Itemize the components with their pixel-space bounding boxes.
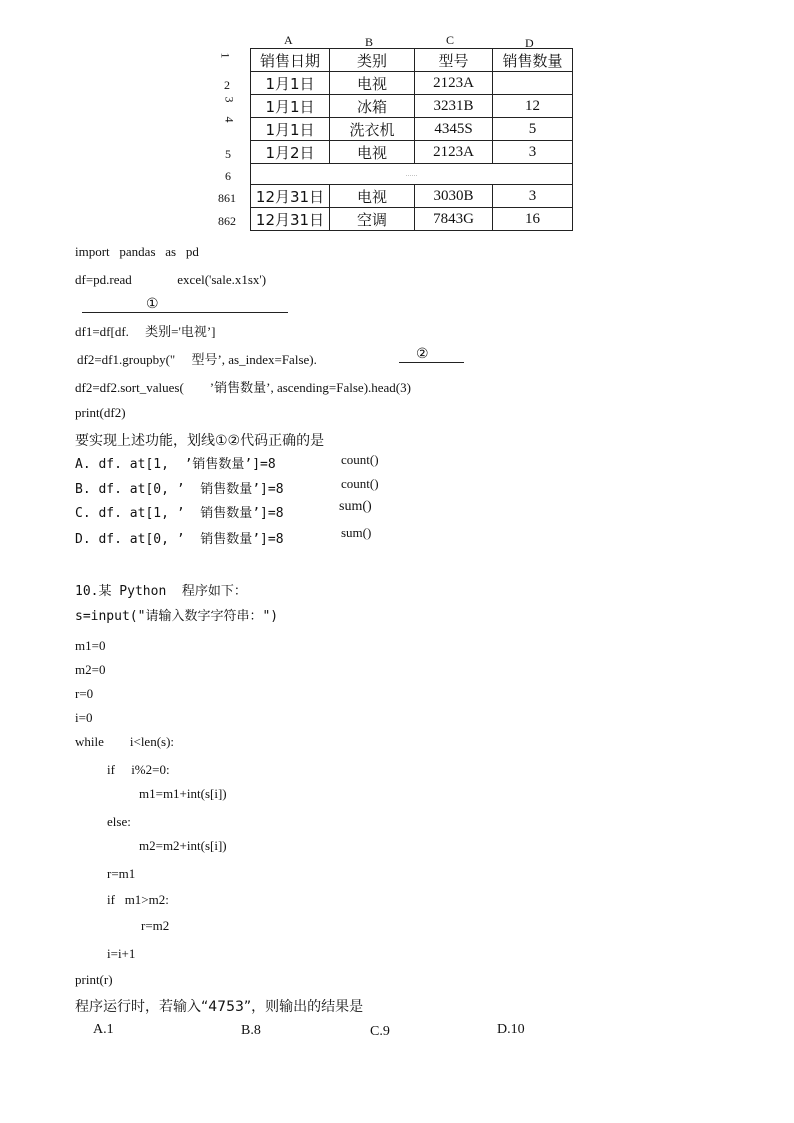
blank-marker-1: ① — [146, 297, 159, 312]
table-cell: 3 — [493, 185, 573, 208]
row-number: 6 — [225, 169, 231, 183]
row-number: 4 — [222, 116, 237, 123]
code-line: m1=0 — [75, 638, 106, 653]
code-line: else: — [107, 814, 131, 829]
row-number: 5 — [225, 147, 231, 161]
table-cell: 电视 — [330, 72, 415, 95]
question-prompt: 要实现上述功能，划线①②代码正确的是 — [75, 433, 325, 449]
column-letter-b: B — [365, 35, 374, 49]
table-cell: 2123A — [415, 141, 493, 164]
code-line: df2=df1.groupby(" 型号’, as_index=False). — [77, 352, 317, 367]
table-cell: 3231B — [415, 95, 493, 118]
table-cell: 12 — [493, 95, 573, 118]
table-cell: 4345S — [415, 118, 493, 141]
code-line: if m1>m2: — [107, 892, 169, 907]
row-number: 862 — [218, 214, 236, 228]
table-cell: 电视 — [330, 141, 415, 164]
table-cell: 空调 — [330, 208, 415, 231]
row-number: 1 — [218, 52, 233, 59]
header-cell: 销售数量 — [493, 49, 573, 72]
option-b: B. df. at[0, ’ 销售数量’]=8 — [75, 482, 284, 497]
table-cell: 1月2日 — [251, 141, 330, 164]
column-letter-d: D — [525, 36, 534, 50]
table-row — [251, 141, 573, 164]
option-b-method: count() — [341, 476, 379, 491]
answer-blank-1 — [82, 312, 288, 313]
table-cell: 2123A — [415, 72, 493, 95]
code-line: m2=0 — [75, 662, 106, 677]
option-c: C. df. at[1, ’ 销售数量’]=8 — [75, 506, 284, 521]
blank-marker-2: ② — [416, 347, 429, 362]
option-a-method: count() — [341, 452, 379, 467]
table-cell: 7843G — [415, 208, 493, 231]
code-line: print(df2) — [75, 405, 126, 420]
option-c-method: sum() — [339, 499, 372, 514]
code-line: m1=m1+int(s[i]) — [139, 786, 227, 801]
code-line: r=m1 — [107, 866, 136, 881]
table-row — [251, 208, 573, 231]
option-d-method: sum() — [341, 525, 372, 540]
table-row — [251, 95, 573, 118]
row-number: 2 — [224, 78, 230, 92]
code-line: while i<len(s): — [75, 734, 175, 749]
code-line: print(r) — [75, 972, 113, 987]
table-header-row — [251, 49, 573, 72]
row-number: 861 — [218, 191, 236, 205]
header-cell: 销售日期 — [251, 49, 330, 72]
table-cell: 12月31日 — [251, 208, 330, 231]
code-line: import pandas as pd — [75, 244, 199, 259]
column-letter-c: C — [446, 33, 455, 47]
option-b: B.8 — [241, 1023, 261, 1038]
table-cell: 12月31日 — [251, 185, 330, 208]
sales-table — [250, 48, 573, 231]
table-row — [251, 185, 573, 208]
code-line: df1=df[df. 类别='电视’] — [75, 324, 216, 339]
code-line: s=input("请输入数字字符串：") — [75, 609, 279, 624]
column-letter-a: A — [284, 33, 293, 47]
table-row — [251, 118, 573, 141]
code-line: i=0 — [75, 710, 93, 725]
option-d: D. df. at[0, ’ 销售数量’]=8 — [75, 532, 284, 547]
table-row — [251, 72, 573, 95]
code-line: if i%2=0: — [107, 762, 170, 777]
header-cell: 型号 — [415, 49, 493, 72]
table-cell: 3 — [493, 141, 573, 164]
table-ellipsis-row — [251, 164, 573, 185]
code-line: r=m2 — [141, 918, 170, 933]
option-d: D.10 — [497, 1022, 525, 1037]
table-cell: 电视 — [330, 185, 415, 208]
table-cell: 16 — [493, 208, 573, 231]
option-c: C.9 — [370, 1024, 390, 1039]
ellipsis-cell: …… — [251, 164, 573, 185]
table-cell: 1月1日 — [251, 118, 330, 141]
code-line: df=pd.read excel('sale.x1sx') — [75, 272, 267, 287]
code-line: m2=m2+int(s[i]) — [139, 838, 227, 853]
option-a: A.1 — [93, 1022, 114, 1037]
code-line: r=0 — [75, 686, 94, 701]
table-cell: 3030B — [415, 185, 493, 208]
option-a: A. df. at[1, ’销售数量’]=8 — [75, 457, 276, 472]
table-cell: 5 — [493, 118, 573, 141]
code-line: df2=df2.sort_values( ’销售数量’, ascending=False).head(3) — [75, 380, 411, 395]
row-number: 3 — [222, 96, 237, 103]
question-title: 10.某 Python 程序如下： — [75, 584, 247, 599]
code-line: i=i+1 — [107, 946, 136, 961]
table-cell: 1月1日 — [251, 95, 330, 118]
table-cell: 冰箱 — [330, 95, 415, 118]
answer-blank-2 — [399, 362, 464, 363]
question-prompt: 程序运行时，若输入“4753”，则输出的结果是 — [75, 999, 364, 1015]
header-cell: 类别 — [330, 49, 415, 72]
table-cell — [493, 72, 573, 95]
table-cell: 1月1日 — [251, 72, 330, 95]
table-cell: 洗衣机 — [330, 118, 415, 141]
